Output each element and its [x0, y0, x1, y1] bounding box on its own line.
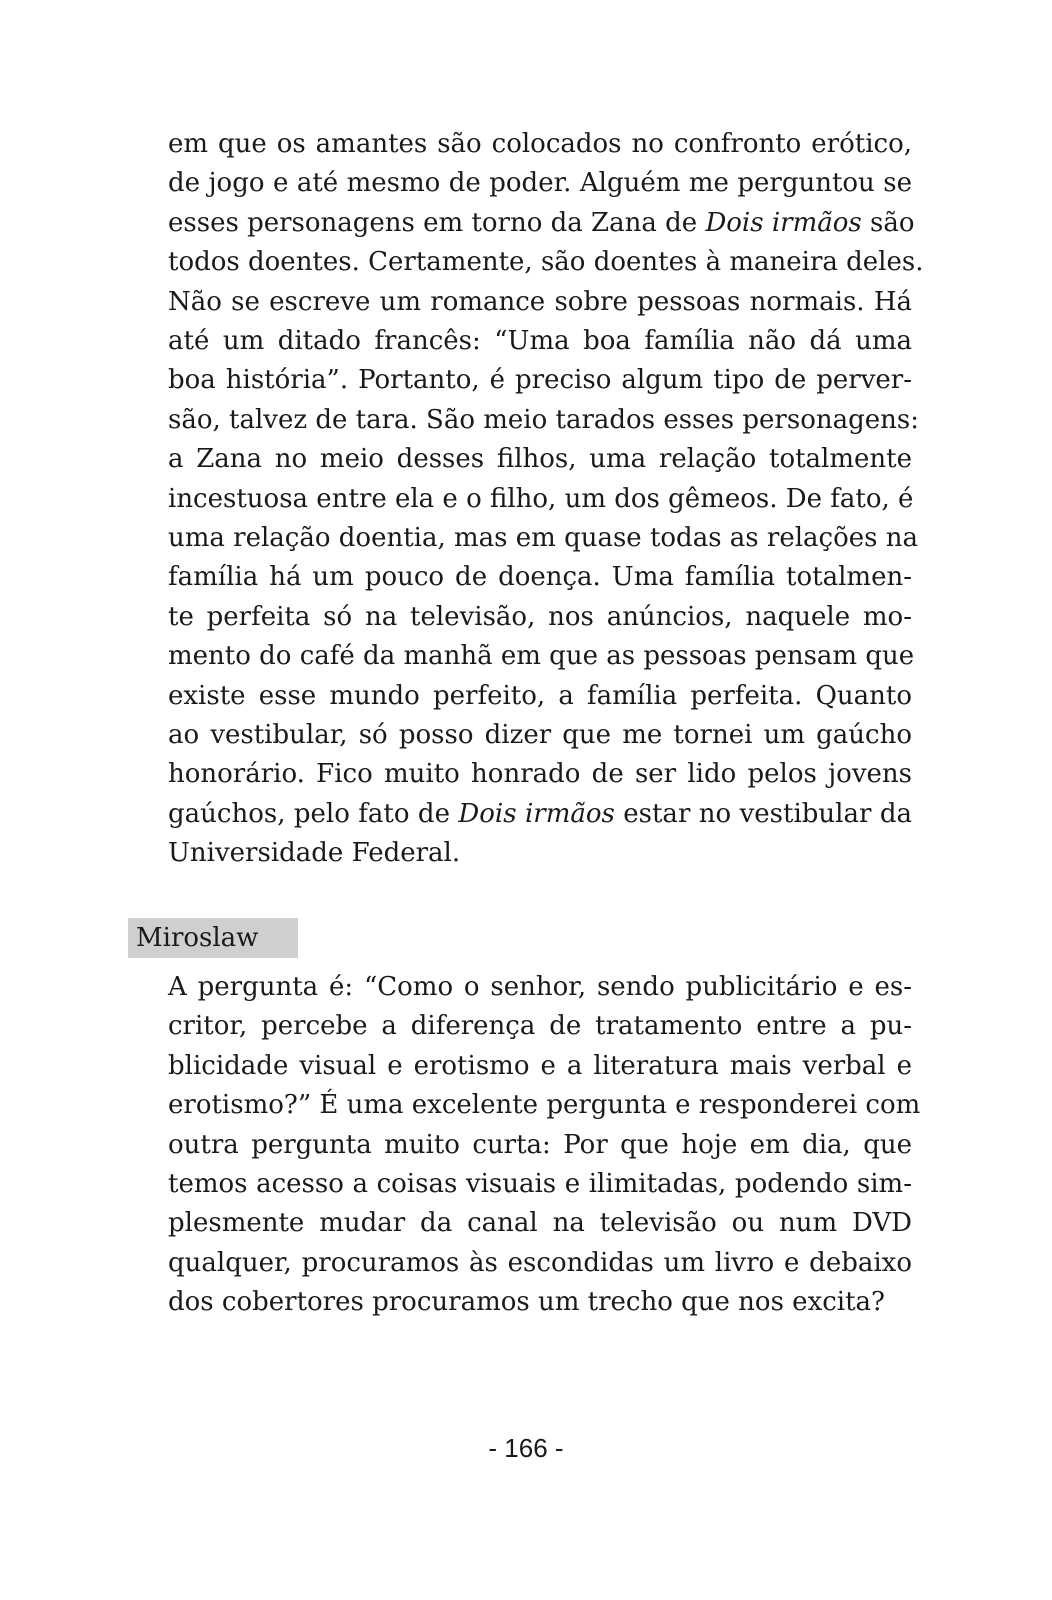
text-segment: estar no vestibular da	[614, 798, 912, 829]
speaker-label: Miroslaw	[128, 918, 298, 958]
text-line: até um ditado francês: “Uma boa família não dá uma	[168, 326, 912, 356]
book-title: Dois irmãos	[458, 798, 615, 829]
text-line: todos doentes. Certamente, são doentes à maneira deles.	[168, 247, 924, 278]
text-line: erotismo?” É uma excelente pergunta e responderei com	[168, 1090, 921, 1121]
text-line: honorário. Fico muito honrado de ser lido pelos jovens	[168, 759, 912, 790]
text-line: critor, percebe a diferença de tratamento entre a pu-	[168, 1011, 912, 1042]
text-line: blicidade visual e erotismo e a literatura mais verbal e	[168, 1050, 912, 1081]
text-line	[168, 794, 912, 834]
text-line: qualquer, procuramos às escondidas um livro e debaixo	[168, 1247, 912, 1278]
text-line: uma relação doentia, mas em quase todas as relações na	[168, 523, 919, 553]
text-line: temos acesso a coisas visuais e ilimitadas, podendo sim-	[168, 1169, 912, 1199]
page-number: - 166 -	[488, 1433, 564, 1463]
text-line: outra pergunta muito curta: Por que hoje em dia, que	[168, 1129, 912, 1160]
text-line: incestuosa entre ela e o filho, um dos gêmeos. De fato, é	[168, 483, 914, 514]
text-line: existe esse mundo perfeito, a família perfeita. Quanto	[168, 680, 912, 711]
text-line: ao vestibular, só posso dizer que me tornei um gaúcho	[168, 720, 912, 750]
book-title: Dois irmãos	[705, 207, 862, 238]
text-segment: são	[861, 207, 915, 238]
text-line	[168, 203, 915, 243]
text-segment: esses personagens em torno da Zana de	[168, 207, 706, 238]
text-line: Não se escreve um romance sobre pessoas normais. Há	[168, 286, 912, 317]
text-line: boa história”. Portanto, é preciso algum tipo de perver-	[168, 365, 912, 396]
text-line: A pergunta é: “Como o senhor, sendo publicitário e es-	[168, 972, 912, 1002]
text-line: dos cobertores procuramos um trecho que nos excita?	[168, 1287, 885, 1318]
text-line: a Zana no meio desses filhos, uma relação totalmente	[168, 444, 912, 475]
text-line: família há um pouco de doença. Uma família totalmen-	[168, 562, 912, 593]
text-line: em que os amantes são colocados no confronto erótico,	[168, 129, 912, 159]
text-line: Universidade Federal.	[168, 838, 461, 869]
text-line: te perfeita só na televisão, nos anúncios, naquele mo-	[168, 601, 912, 632]
text-line: são, talvez de tara. São meio tarados esses personagens:	[168, 404, 919, 435]
text-line: de jogo e até mesmo de poder. Alguém me perguntou se	[168, 168, 912, 199]
text-line: mento do café da manhã em que as pessoas pensam que	[168, 641, 915, 672]
text-line: plesmente mudar da canal na televisão ou num DVD	[168, 1208, 912, 1239]
text-segment: gaúchos, pelo fato de	[168, 798, 459, 829]
